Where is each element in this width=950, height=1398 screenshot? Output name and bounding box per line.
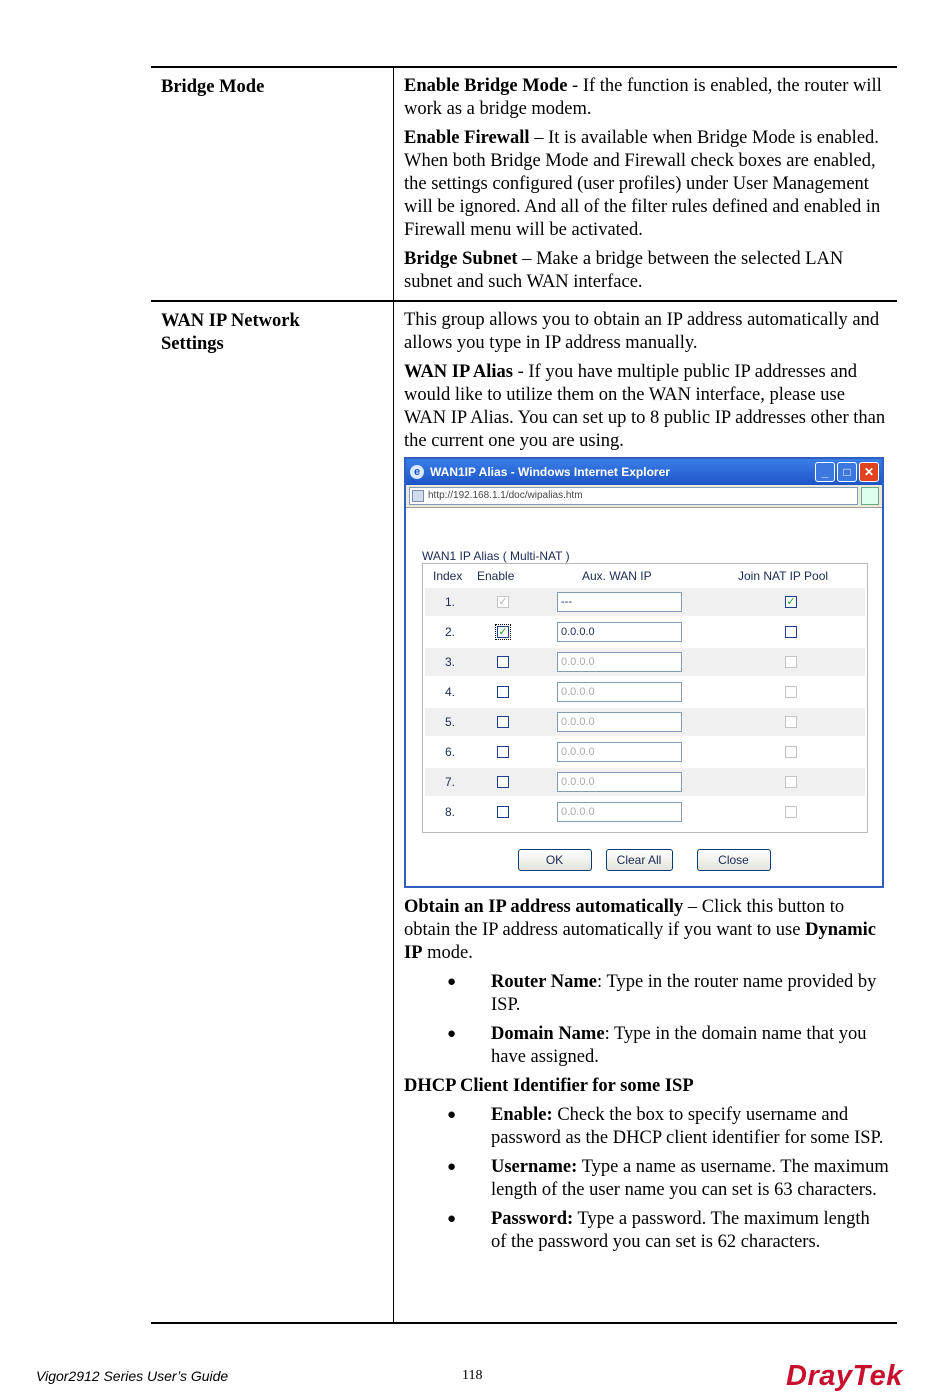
aux-wan-ip-input[interactable]: 0.0.0.0 xyxy=(557,712,682,732)
join-nat-checkbox xyxy=(785,716,797,728)
paragraph: Bridge Subnet – Make a bridge between the selected LAN subnet and such WAN interface. xyxy=(404,249,844,292)
enable-checkbox[interactable] xyxy=(497,656,509,668)
address-bar xyxy=(406,485,882,508)
paragraph: Obtain an IP address automatically – Click this button to obtain the IP address automatically if you want to use Dynamic IP mode. xyxy=(404,897,877,963)
close-button[interactable]: Close xyxy=(697,849,771,871)
table-row xyxy=(425,798,865,826)
nat-cell xyxy=(716,596,865,608)
enable-cell xyxy=(475,806,557,818)
row-index: 4. xyxy=(445,684,456,699)
table-row xyxy=(425,648,865,676)
page-icon xyxy=(412,490,424,502)
spec-table xyxy=(151,66,897,1324)
nat-cell xyxy=(716,776,865,788)
table-row xyxy=(425,738,865,766)
ip-cell xyxy=(557,712,716,732)
nat-cell xyxy=(716,746,865,758)
url-field[interactable] xyxy=(409,487,858,505)
row-description xyxy=(394,302,897,1324)
row-index: 2. xyxy=(445,624,456,639)
enable-checkbox[interactable] xyxy=(497,776,509,788)
list-item: ● Enable: Check the box to specify username and password as the DHCP client identifier for some ISP. xyxy=(404,1104,889,1150)
header-index: Index xyxy=(433,568,463,583)
join-nat-checkbox xyxy=(785,656,797,668)
enable-checkbox[interactable] xyxy=(497,746,509,758)
join-nat-checkbox xyxy=(785,746,797,758)
join-nat-checkbox[interactable] xyxy=(785,626,797,638)
page-number: 118 xyxy=(462,1368,483,1383)
maximize-icon[interactable]: □ xyxy=(837,462,857,482)
ip-cell xyxy=(557,802,716,822)
ip-cell xyxy=(557,622,716,642)
ip-cell xyxy=(557,652,716,672)
nat-cell xyxy=(716,686,865,698)
url-text: http://192.168.1.1/doc/wipalias.htm xyxy=(428,490,583,501)
refresh-icon[interactable] xyxy=(861,487,879,505)
ip-cell xyxy=(557,682,716,702)
paragraph: Enable Firewall – It is available when Bridge Mode is enabled. When both Bridge Mode and Firewall check boxes are enabled, the settings configured (user profiles) under User Management will be ignored. And all of the filter rules defined and enabled in Firewall menu will be activated. xyxy=(404,128,881,240)
window-buttons xyxy=(406,849,882,871)
list-item: ● Password: Type a password. The maximum length of the password you can set is 62 characters. xyxy=(404,1208,889,1254)
join-nat-checkbox xyxy=(785,806,797,818)
row-index: 1. xyxy=(445,594,456,609)
row-index: 8. xyxy=(445,804,456,819)
enable-checkbox: ✓ xyxy=(498,596,508,608)
aux-wan-ip-input[interactable]: --- xyxy=(557,592,682,612)
row-description xyxy=(394,68,897,300)
row-index: 5. xyxy=(445,714,456,729)
table-row xyxy=(425,618,865,646)
enable-cell xyxy=(475,716,557,728)
list-item: ● Username: Type a name as username. The maximum length of the user name you can set is 63 characters. xyxy=(404,1156,889,1202)
draytek-logo: DrayTek xyxy=(786,1360,903,1392)
table-row xyxy=(425,588,865,616)
table-row xyxy=(425,678,865,706)
enable-cell xyxy=(475,656,557,668)
paragraph: Enable Bridge Mode - If the function is enabled, the router will work as a bridge modem. xyxy=(404,76,882,119)
table-row-bridge-mode xyxy=(151,66,897,300)
nat-cell xyxy=(716,716,865,728)
minimize-icon[interactable]: _ xyxy=(815,462,835,482)
table-row-wan-ip-network-settings xyxy=(151,300,897,1324)
nat-cell xyxy=(716,626,865,638)
enable-cell xyxy=(475,596,557,608)
close-icon[interactable]: ✕ xyxy=(859,462,879,482)
row-index: 7. xyxy=(445,774,456,789)
enable-checkbox[interactable] xyxy=(497,716,509,728)
list-item: ● Router Name: Type in the router name provided by ISP. xyxy=(404,971,889,1017)
enable-checkbox[interactable] xyxy=(497,686,509,698)
enable-cell xyxy=(475,686,557,698)
paragraph: WAN IP Alias - If you have multiple public IP addresses and would like to utilize them on the WAN interface, please use WAN IP Alias. You can set up to 8 public IP addresses other than the current one you are using. xyxy=(404,362,886,451)
alias-table xyxy=(422,563,868,833)
row-label: WAN IP Network Settings xyxy=(151,302,394,1324)
enable-checkbox[interactable] xyxy=(497,806,509,818)
obtain-bullets xyxy=(404,971,889,1069)
table-row xyxy=(425,768,865,796)
panel-title: WAN1 IP Alias ( Multi-NAT ) xyxy=(422,549,570,563)
enable-checkbox[interactable]: ✓ xyxy=(498,626,508,638)
row-index: 3. xyxy=(445,654,456,669)
ip-cell xyxy=(557,772,716,792)
list-item: ● Domain Name: Type in the domain name that you have assigned. xyxy=(404,1023,889,1069)
aux-wan-ip-input[interactable]: 0.0.0.0 xyxy=(557,682,682,702)
paragraph: This group allows you to obtain an IP address automatically and allows you type in IP address manually. xyxy=(404,310,880,353)
header-join-nat: Join NAT IP Pool xyxy=(738,568,829,583)
ip-cell xyxy=(557,742,716,762)
aux-wan-ip-input[interactable]: 0.0.0.0 xyxy=(557,652,682,672)
join-nat-checkbox xyxy=(785,686,797,698)
header-enable: Enable xyxy=(477,568,515,583)
aux-wan-ip-input[interactable]: 0.0.0.0 xyxy=(557,772,682,792)
aux-wan-ip-input[interactable]: 0.0.0.0 xyxy=(557,802,682,822)
enable-cell xyxy=(475,626,557,638)
join-nat-checkbox[interactable]: ✓ xyxy=(786,596,796,608)
window-titlebar xyxy=(406,459,882,485)
nat-cell xyxy=(716,806,865,818)
dhcp-heading: DHCP Client Identifier for some ISP xyxy=(404,1076,694,1096)
ok-button[interactable]: OK xyxy=(518,849,592,871)
join-nat-checkbox xyxy=(785,776,797,788)
clear-all-button[interactable]: Clear All xyxy=(606,849,673,871)
table-bottom-rule xyxy=(151,1322,897,1324)
enable-cell xyxy=(475,746,557,758)
row-label: Bridge Mode xyxy=(151,68,394,300)
header-aux-wan-ip: Aux. WAN IP xyxy=(582,568,652,583)
dhcp-bullets xyxy=(404,1104,889,1254)
table-row xyxy=(425,708,865,736)
enable-cell xyxy=(475,776,557,788)
aux-wan-ip-input[interactable]: 0.0.0.0 xyxy=(557,622,682,642)
nat-cell xyxy=(716,656,865,668)
alias-rows xyxy=(423,588,867,826)
ip-cell xyxy=(557,592,716,612)
alias-table-header xyxy=(423,564,867,588)
ie-icon: e xyxy=(410,465,424,479)
window-title: WAN1IP Alias - Windows Internet Explorer xyxy=(430,464,670,479)
guide-title: Vigor2912 Series User’s Guide xyxy=(36,1368,229,1384)
aux-wan-ip-input[interactable]: 0.0.0.0 xyxy=(557,742,682,762)
wan-ip-alias-window xyxy=(404,457,884,888)
row-index: 6. xyxy=(445,744,456,759)
